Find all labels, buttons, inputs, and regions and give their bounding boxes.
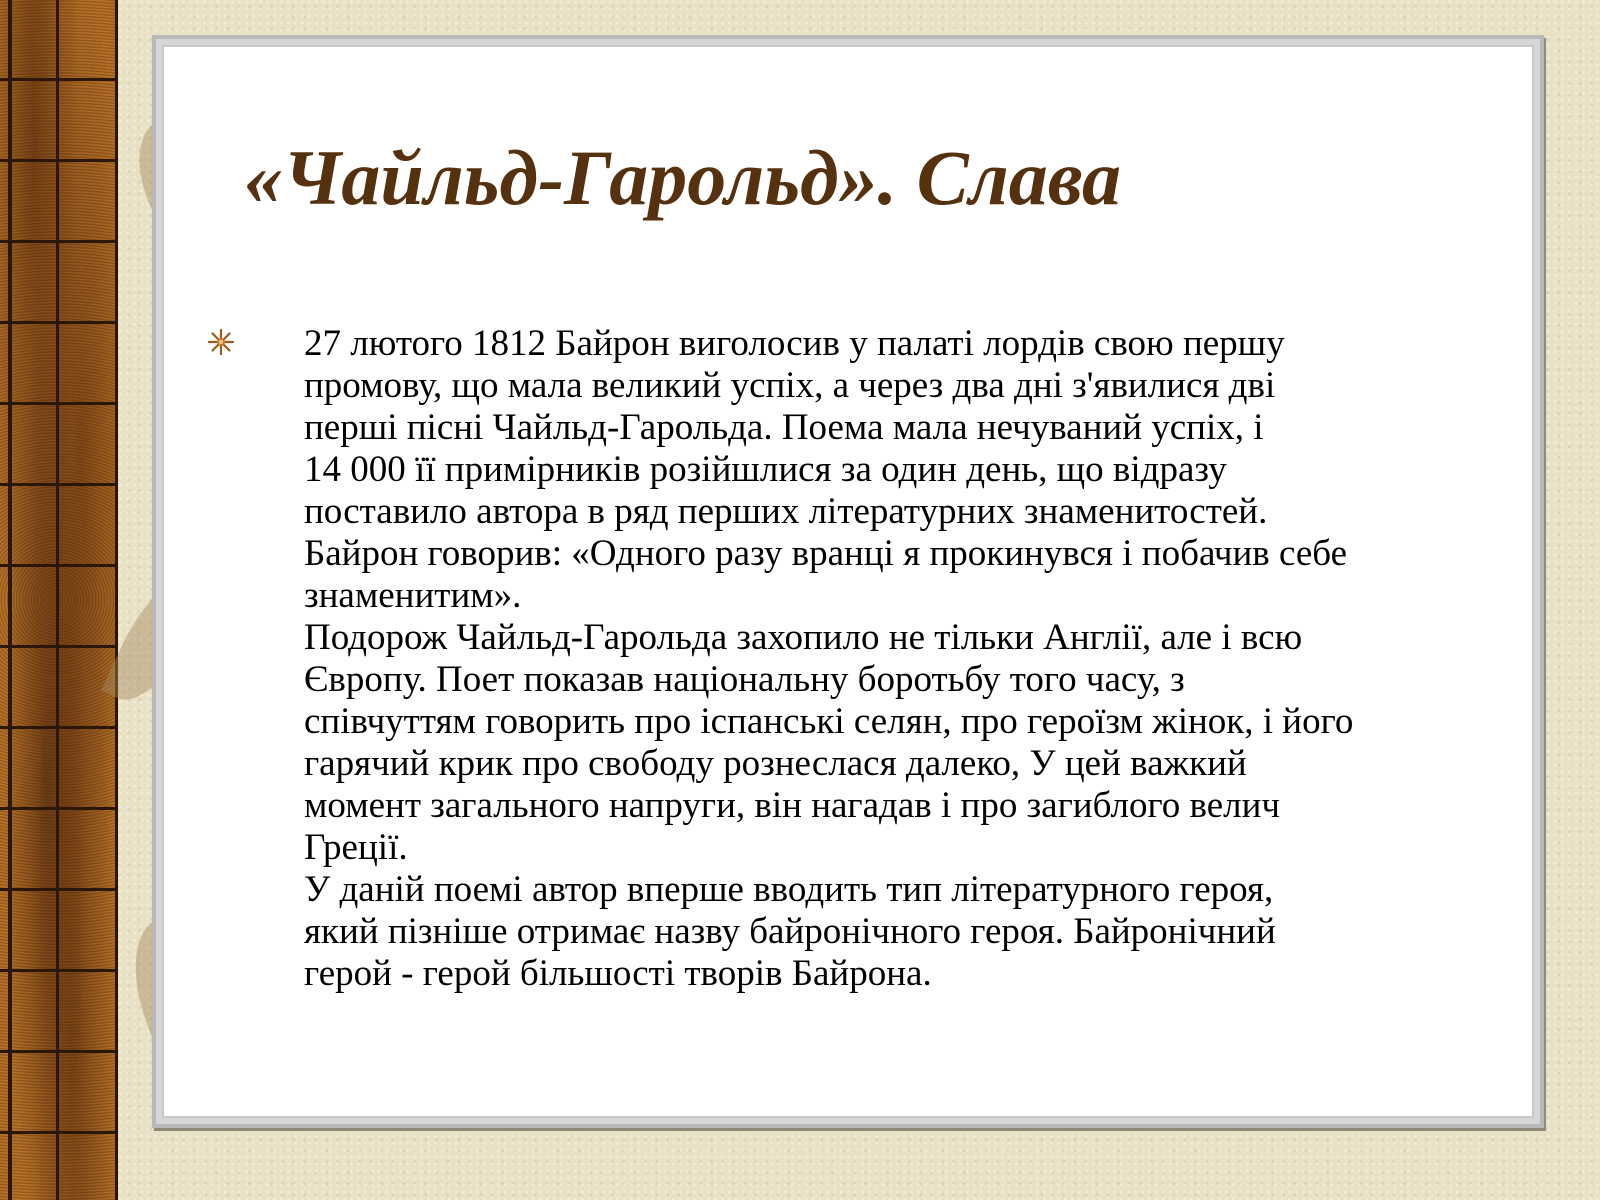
body-line: 14 000 її примірників розійшлися за один день, що відразу — [304, 449, 1227, 490]
slide-content-area — [162, 45, 1534, 1118]
body-line: У даній поемі автор вперше вводить тип літературного героя, — [304, 869, 1274, 910]
body-line: Подорож Чайльд-Гарольда захопило не тільки Англії, але і всю — [304, 617, 1303, 658]
body-line: поставило автора в ряд перших літературних знаменитостей. — [304, 491, 1268, 532]
slide-frame — [152, 35, 1544, 1128]
body-line: момент загального напруги, він нагадав і про загиблого велич — [304, 785, 1281, 826]
body-line: співчуттям говорить про іспанські селян, про героїзм жінок, і його — [304, 701, 1354, 742]
strip-grid-lines — [0, 0, 115, 1200]
body-line: перші пісні Чайльд-Гарольда. Поема мала нечуваний успіх, і — [304, 407, 1264, 448]
body-line: Байрон говорив: «Одного разу вранці я прокинувся і побачив себе — [304, 533, 1348, 574]
body-line: Європу. Поет показав національну боротьбу того часу, з — [304, 659, 1185, 700]
body-line: промову, що мала великий успіх, а через два дні з'явилися дві — [304, 365, 1276, 406]
strip-edge-line — [8, 0, 12, 1200]
slide-title: «Чайльд-Гарольд». Слава — [244, 134, 1122, 221]
decorative-side-strip — [0, 0, 118, 1200]
body-line: знаменитим». — [304, 575, 522, 616]
body-text — [304, 323, 1544, 995]
body-line: 27 лютого 1812 Байрон виголосив у палаті лордів свою першу — [304, 323, 1285, 364]
body-line: який пізніше отримає назву байронічного героя. Байронічний — [304, 911, 1276, 952]
body-line: герой - герой більшості творів Байрона. — [304, 953, 932, 994]
body-line: Греції. — [304, 827, 408, 868]
starburst-bullet-icon — [206, 327, 236, 357]
body-line: гарячий крик про свободу рознеслася далеко, У цей важкий — [304, 743, 1247, 784]
